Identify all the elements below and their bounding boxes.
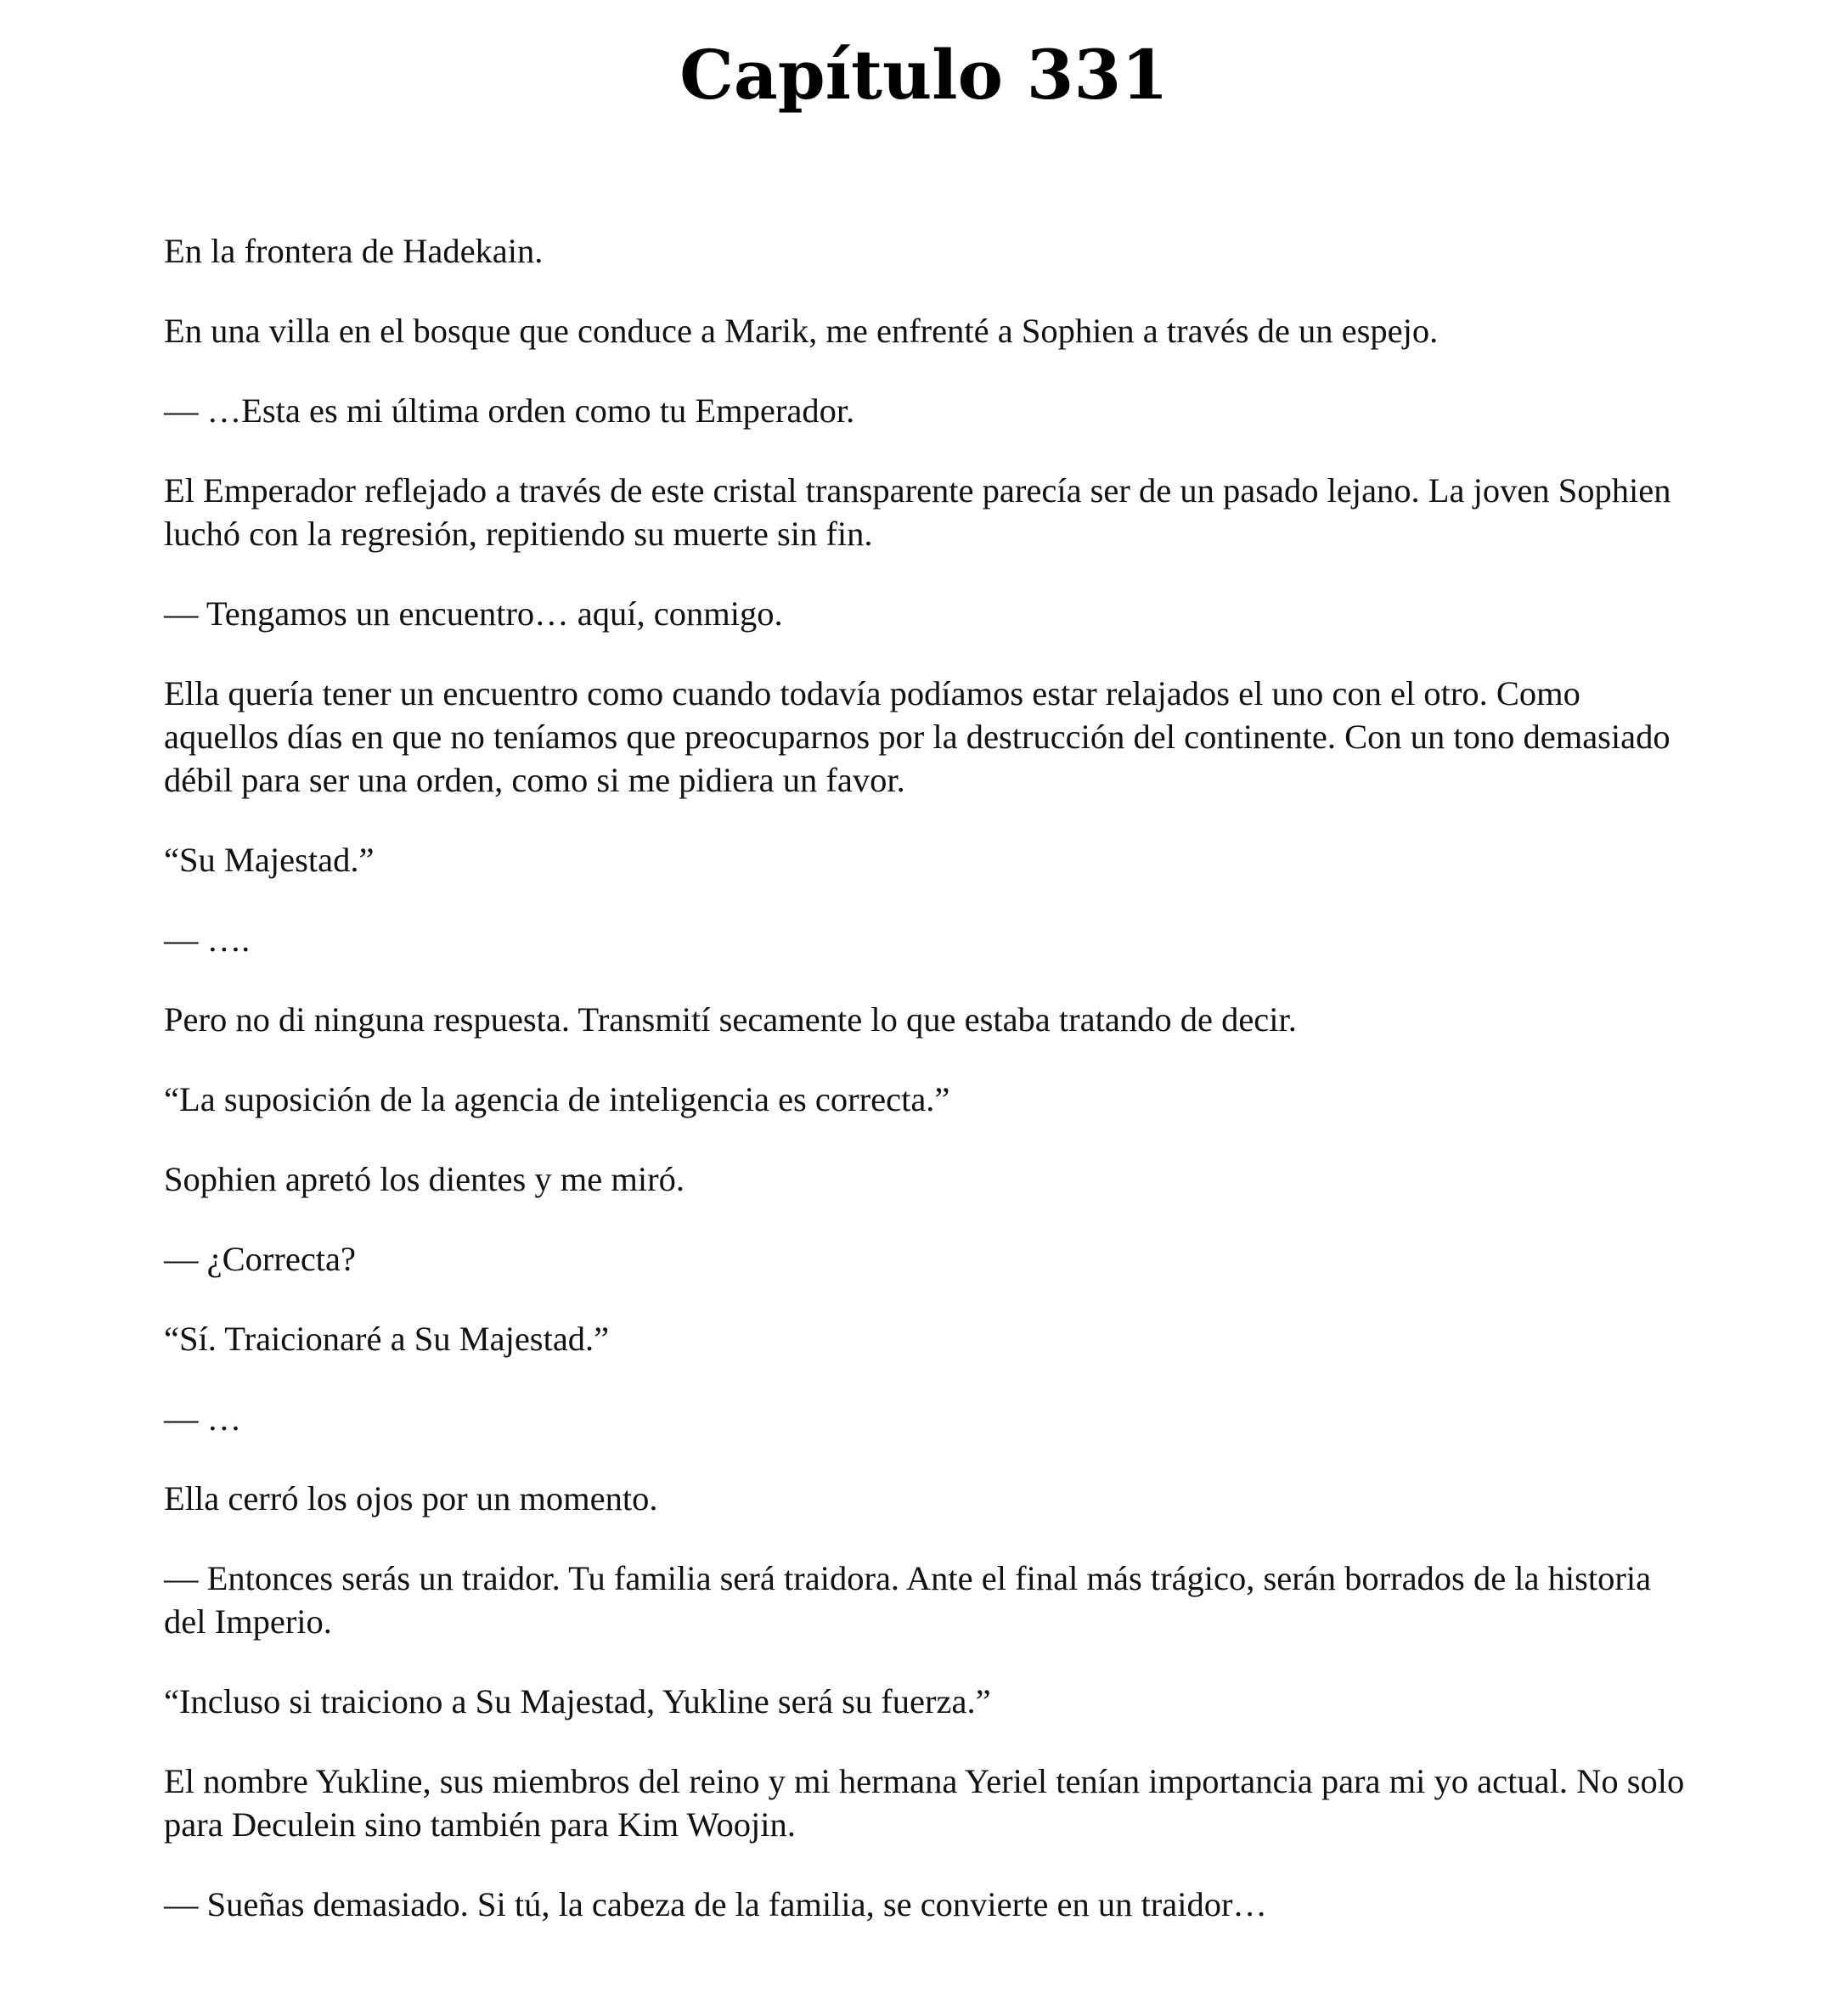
paragraph: “Incluso si traiciono a Su Majestad, Yukline será su fuerza.”: [164, 1682, 991, 1720]
chapter-body: [164, 229, 1693, 1962]
paragraph: — Entonces serás un traidor. Tu familia será traidora. Ante el final más trágico, serán borrados de la historia del Imperio.: [164, 1559, 1652, 1641]
paragraph: Sophien apretó los dientes y me miró.: [164, 1160, 685, 1198]
paragraph: “Su Majestad.”: [164, 841, 375, 879]
paragraph: — …: [164, 1399, 242, 1438]
paragraph: El Emperador reflejado a través de este cristal transparente parecía ser de un pasado lejano. La joven Sophien luchó con la regresión, repitiendo su muerte sin fin.: [164, 471, 1671, 553]
paragraph: En una villa en el bosque que conduce a Marik, me enfrenté a Sophien a través de un espejo.: [164, 312, 1439, 350]
paragraph: — …Esta es mi última orden como tu Emperador.: [164, 391, 855, 430]
paragraph: Pero no di ninguna respuesta. Transmití secamente lo que estaba tratando de decir.: [164, 1000, 1297, 1039]
paragraph: “Sí. Traicionaré a Su Majestad.”: [164, 1320, 610, 1358]
paragraph: El nombre Yukline, sus miembros del reino y mi hermana Yeriel tenían importancia para mi yo actual. No solo para Deculein sino también para Kim Woojin.: [164, 1762, 1685, 1844]
paragraph: — ….: [164, 921, 251, 959]
paragraph: Ella cerró los ojos por un momento.: [164, 1479, 658, 1518]
paragraph: — Sueñas demasiado. Si tú, la cabeza de la familia, se convierte en un traidor…: [164, 1885, 1267, 1923]
paragraph: — Tengamos un encuentro… aquí, conmigo.: [164, 594, 783, 633]
paragraph: — ¿Correcta?: [164, 1240, 356, 1278]
paragraph: En la frontera de Hadekain.: [164, 232, 544, 270]
paragraph: Ella quería tener un encuentro como cuando todavía podíamos estar relajados el uno con el otro. Como aquellos días en que no teníamos que preocuparnos por la destrucción del continente. Con un tono demasiado débil para ser una orden, como si me pidiera un favor.: [164, 674, 1671, 799]
chapter-title: Capítulo 331: [679, 35, 1169, 115]
paragraph: “La suposición de la agencia de inteligencia es correcta.”: [164, 1080, 950, 1118]
